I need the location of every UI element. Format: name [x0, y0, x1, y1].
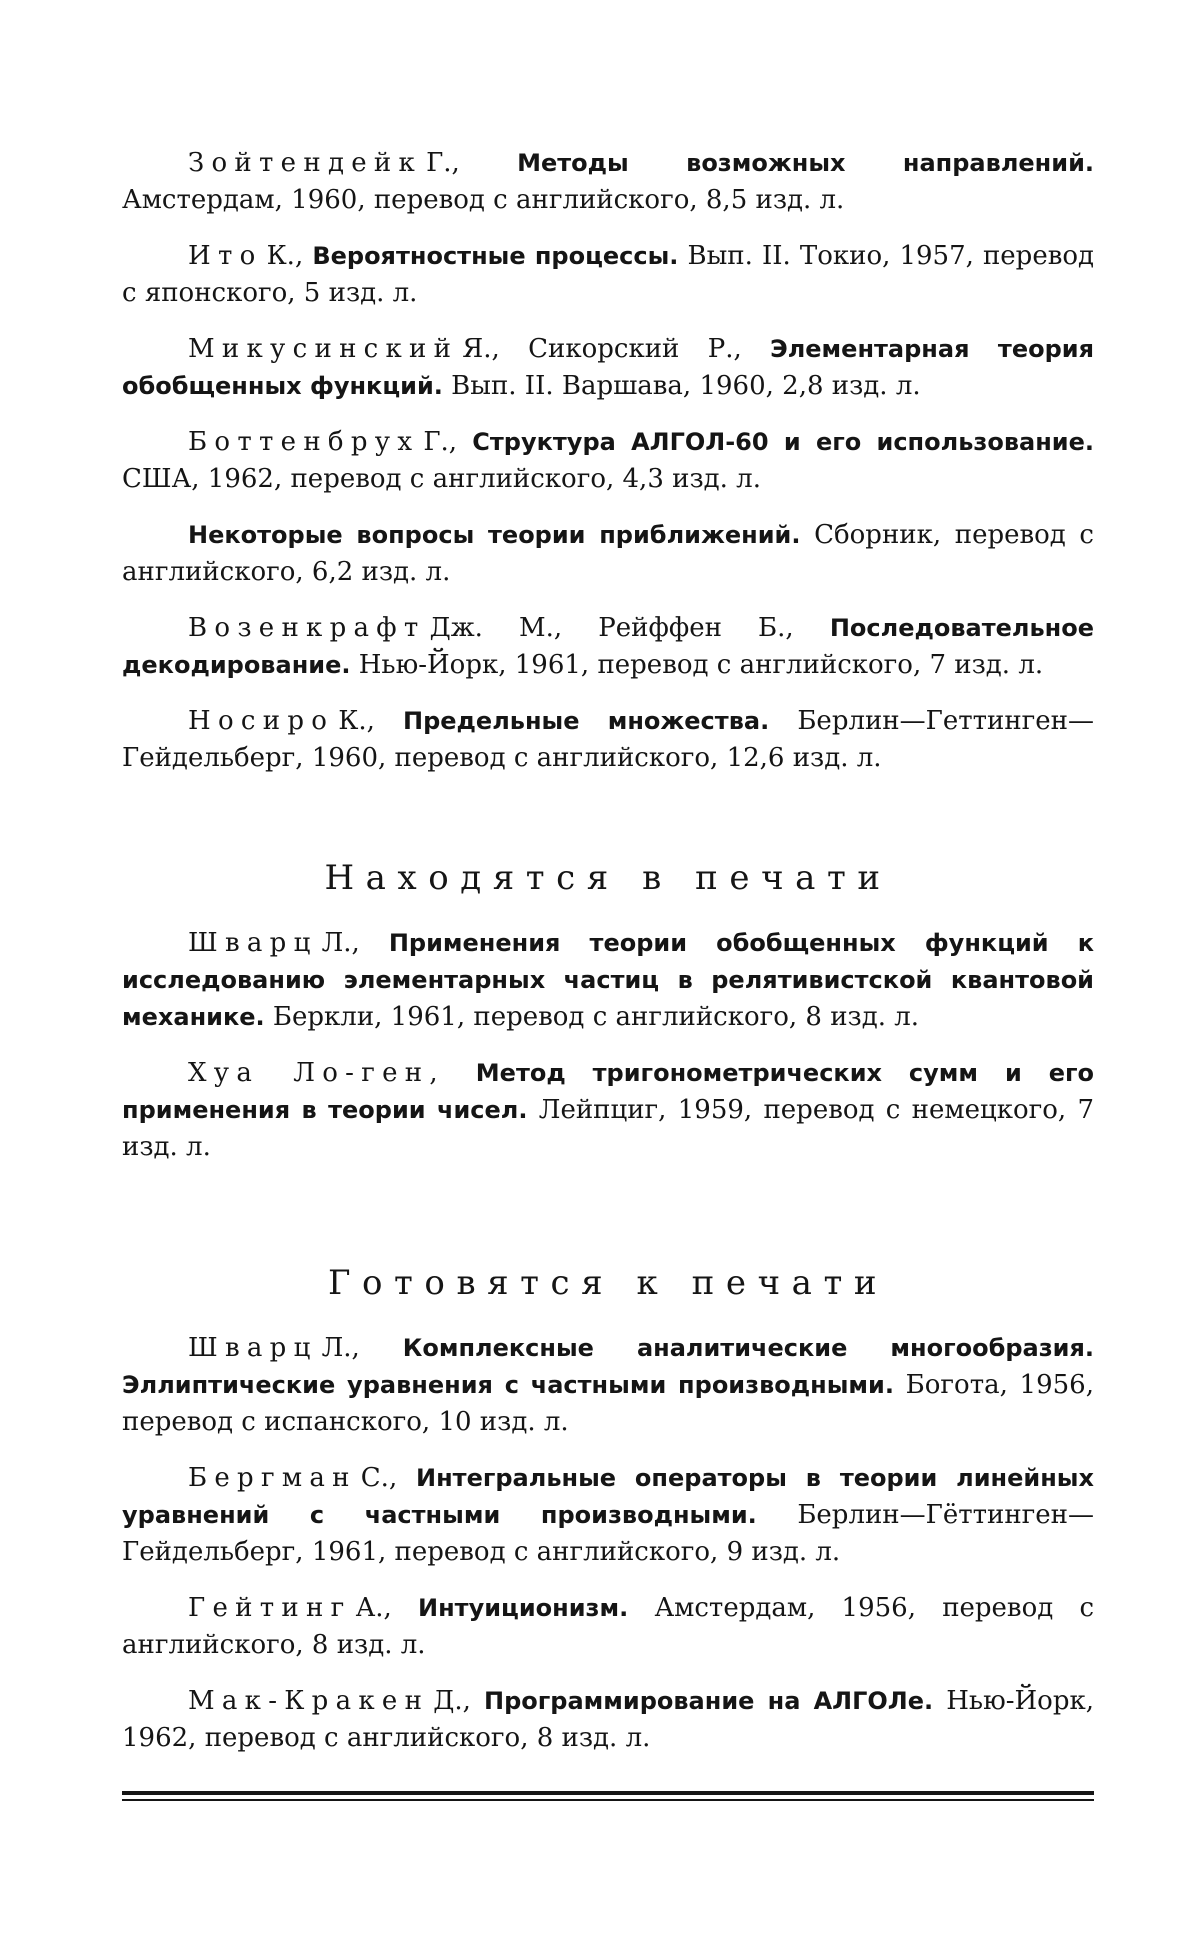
bib-entry — [122, 238, 1094, 312]
entry-title: Метод тригонометрических сумм и его применения в теории чисел. — [122, 1059, 1094, 1124]
entry-author-initials: С., — [360, 1463, 398, 1493]
entry-details: Амстердам, 1960, перевод с английского, 8,5 изд. л. — [122, 185, 845, 215]
bib-entry — [122, 145, 1094, 219]
bib-entry — [122, 610, 1094, 684]
entry-title: Последовательное декодирование. — [122, 614, 1095, 679]
entry-author-initials: К., — [266, 241, 304, 271]
entry-title: Методы возможных направлений. — [517, 149, 1095, 177]
entry-details: Богота, 1956, перевод с испанского, 10 изд. л. — [122, 1370, 1094, 1437]
bib-entry — [122, 925, 1094, 1036]
entry-author: Шварц — [188, 928, 318, 958]
entry-author: Микусинский — [188, 334, 459, 364]
bib-entry — [122, 331, 1094, 405]
entry-author: Носиро — [188, 706, 335, 736]
entry-author: Ито — [188, 241, 263, 271]
bib-entry — [122, 1330, 1094, 1441]
entry-details: Вып. II. Варшава, 1960, 2,8 изд. л. — [451, 371, 921, 401]
entry-author: Боттенбрух — [188, 427, 420, 457]
entry-details: Берлин—Геттинген—Гейдельберг, 1960, перевод с английского, 12,6 изд. л. — [122, 706, 1095, 773]
section-heading-preparing: Готовятся к печати — [327, 1263, 889, 1303]
bib-entry — [122, 424, 1094, 498]
entry-author-initials: К., — [338, 706, 375, 736]
entry-title: Некоторые вопросы теории приближений. — [188, 521, 801, 549]
entry-title: Структура АЛГОЛ-60 и его использование. — [472, 428, 1094, 456]
book-page — [122, 0, 1094, 1937]
entry-title: Интегральные операторы в теории линейных уравнений с частными производными. — [122, 1464, 1094, 1529]
entry-author-initials: Г., — [423, 427, 458, 457]
entry-title: Интуиционизм. — [418, 1594, 629, 1622]
entry-author-initials: Л., — [321, 1333, 360, 1363]
entry-author-initials: Л., — [321, 928, 360, 958]
footer-rule-thick — [122, 1791, 1094, 1795]
entry-title: Программирование на АЛГОЛе. — [483, 1687, 934, 1715]
bib-entry — [122, 517, 1094, 591]
entry-details: Вып. II. Токио, 1957, перевод с японского, 5 изд. л. — [122, 241, 1095, 308]
entry-title: Применения теории обобщенных функций к исследованию элементарных частиц в релятивистской квантовой механике. — [122, 929, 1094, 1031]
footer-double-rule — [122, 1791, 1094, 1803]
entry-author: Зойтендейк — [188, 148, 423, 178]
entry-details: Нью-Йорк, 1961, перевод с английского, 7 изд. л. — [358, 650, 1044, 680]
entry-author: Мак-Кракен — [188, 1686, 430, 1716]
entry-author: Гейтинг — [188, 1593, 352, 1623]
entry-author: Бергман — [188, 1463, 357, 1493]
entry-details: Нью-Йорк, 1962, перевод с английского, 8 изд. л. — [122, 1686, 1094, 1753]
bib-entry — [122, 1683, 1094, 1757]
bib-entry — [122, 1590, 1094, 1664]
entry-details: США, 1962, перевод с английского, 4,3 изд. л. — [122, 464, 761, 494]
bib-entry — [122, 703, 1094, 777]
entry-details: Амстердам, 1956, перевод с английского, 8 изд. л. — [122, 1593, 1095, 1660]
section-heading-in-press: Находятся в печати — [324, 858, 892, 898]
in-press-list — [122, 925, 1094, 1185]
entry-author-initials: А., — [355, 1593, 392, 1623]
bib-entry — [122, 1460, 1094, 1571]
entry-author: Хуа Ло-ген, — [188, 1058, 445, 1088]
entry-author: Возенкрафт — [188, 613, 426, 643]
published-list — [122, 145, 1094, 796]
entry-details: Берлин—Гёттинген—Гейдельберг, 1961, перевод с английского, 9 изд. л. — [122, 1500, 1094, 1567]
entry-author-initials: Дж. М., Рейффен Б., — [429, 613, 794, 643]
footer-rule-thin — [122, 1799, 1094, 1801]
entry-title: Элементарная теория обобщенных функций. — [122, 335, 1094, 400]
entry-title: Вероятностные процессы. — [312, 242, 679, 270]
entry-author-initials: Г., — [426, 148, 460, 178]
entry-details: Сборник, перевод с английского, 6,2 изд. л. — [122, 520, 1094, 587]
entry-details: Лейпциг, 1959, перевод с немецкого, 7 изд. л. — [122, 1095, 1094, 1162]
entry-author-initials: Д., — [433, 1686, 471, 1716]
bib-entry — [122, 1055, 1094, 1166]
entry-author-initials: Я., Сикорский Р., — [462, 334, 742, 364]
entry-details: Беркли, 1961, перевод с английского, 8 изд. л. — [272, 1002, 920, 1032]
entry-author: Шварц — [188, 1333, 318, 1363]
preparing-list — [122, 1330, 1094, 1776]
entry-title: Предельные множества. — [402, 707, 770, 735]
entry-title: Комплексные аналитические многообразия. Эллиптические уравнения с частными производными. — [122, 1334, 1095, 1399]
